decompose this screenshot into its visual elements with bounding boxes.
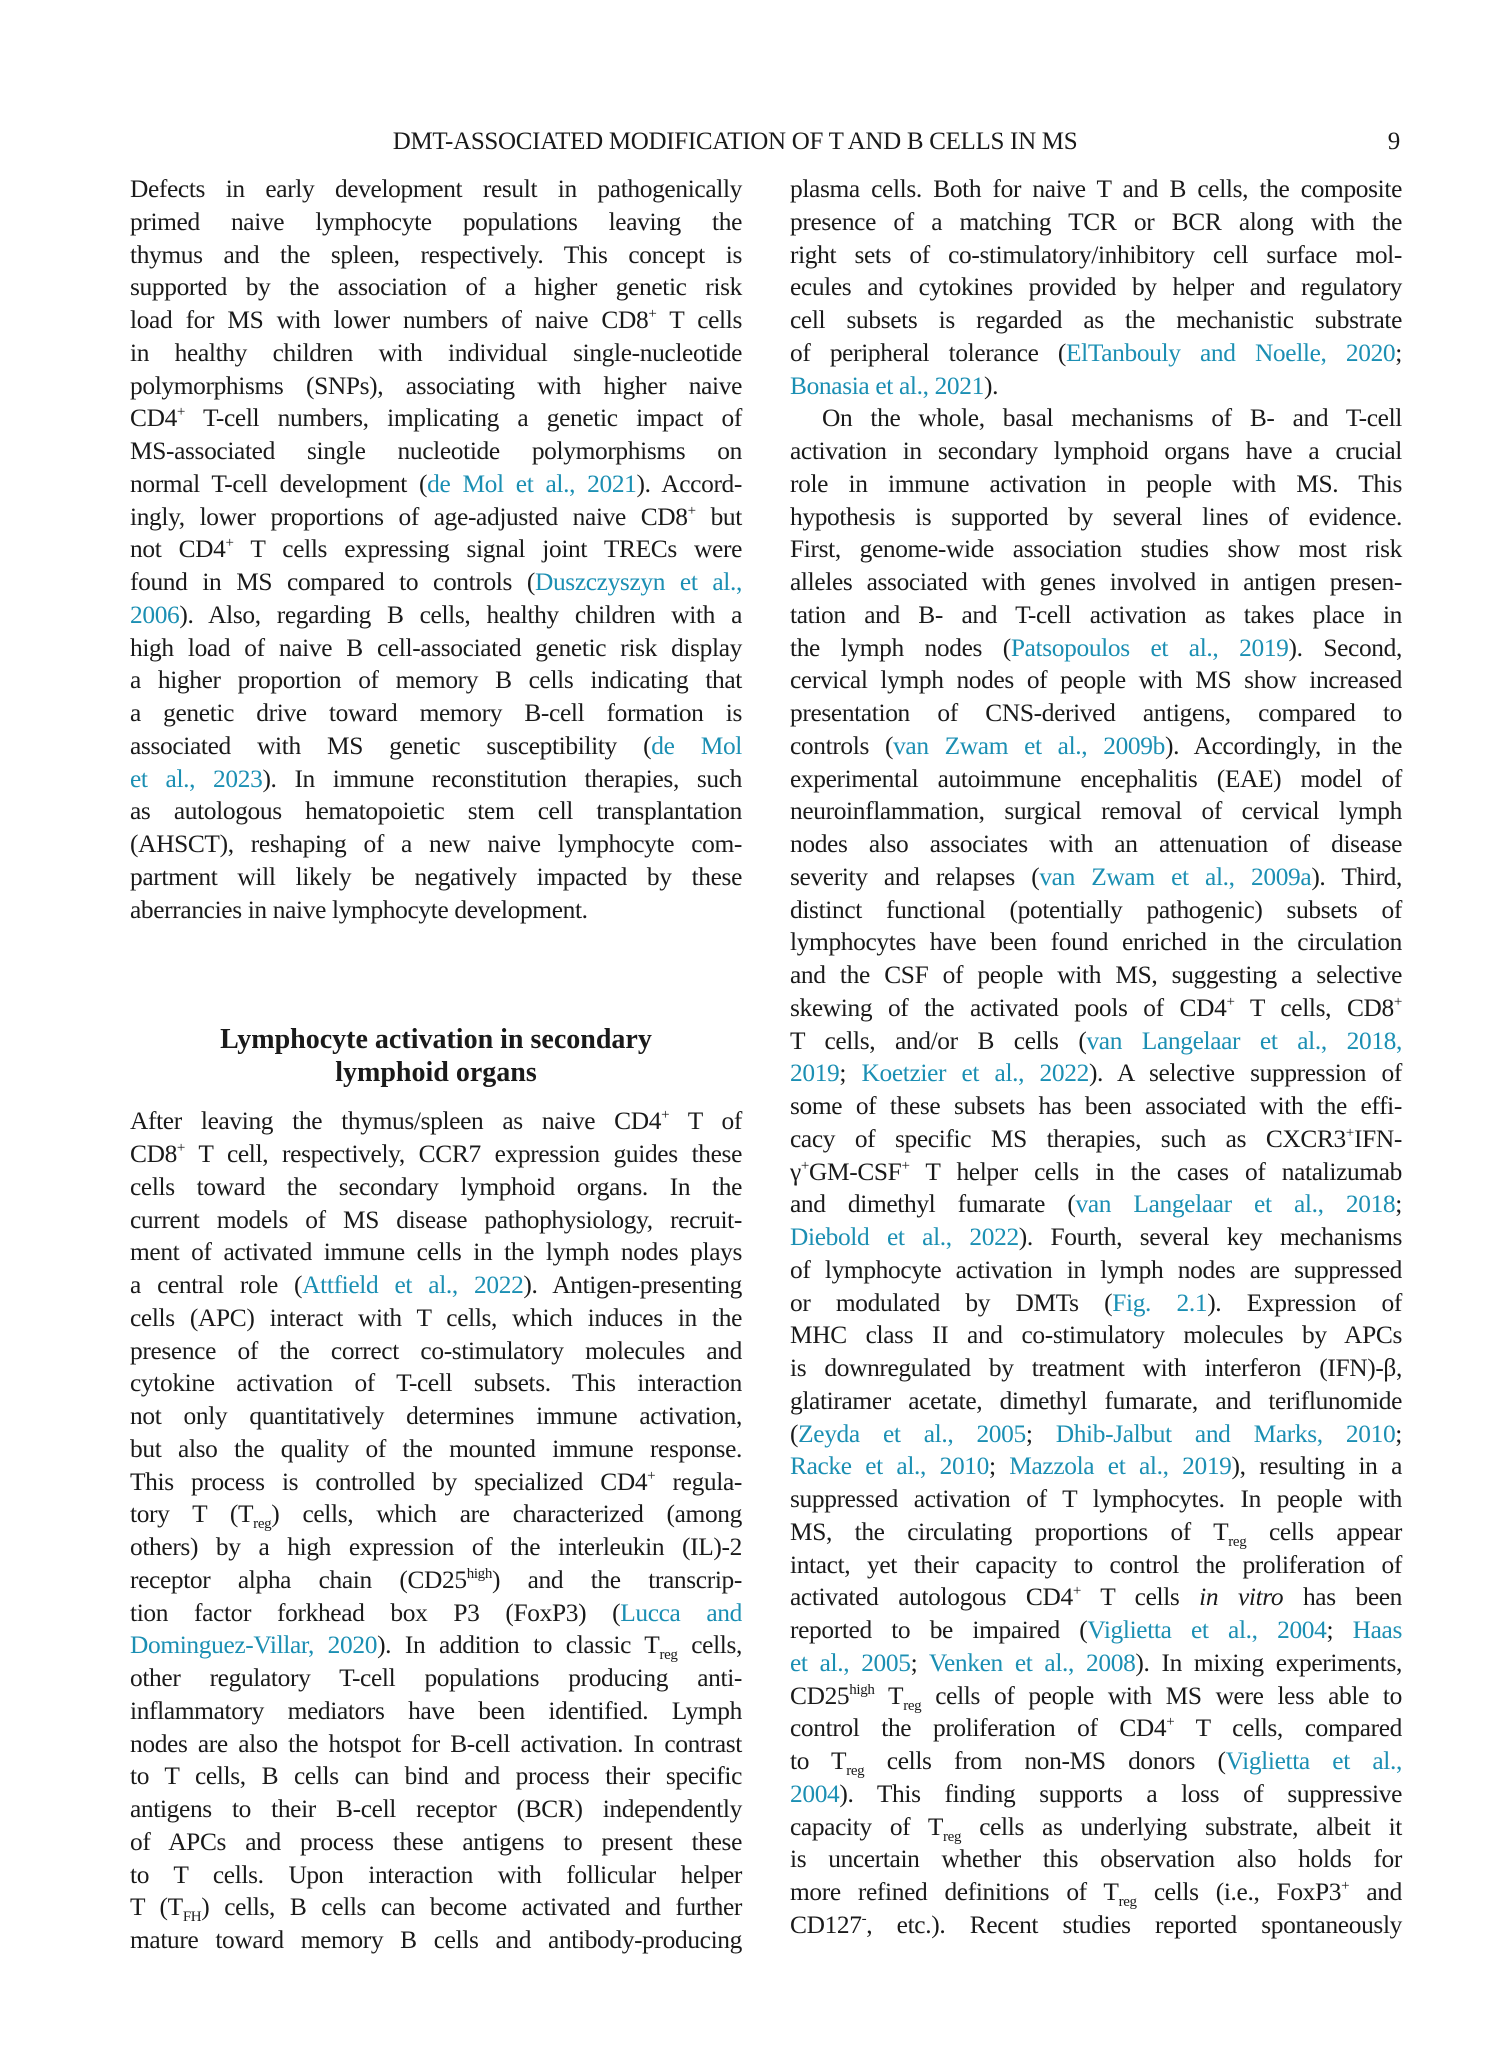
text-line: not CD4+ T cells expressing signal joint TRECs were [130, 535, 742, 564]
heading-line: Lymphocyte activation in secondary [220, 1024, 652, 1056]
text-line: MHC class II and co-stimulatory molecules by APCs [790, 1321, 1402, 1350]
text-line: ingly, lower proportions of age-adjusted naive CD8+ but [130, 502, 742, 531]
text-line: (AHSCT), reshaping of a new naive lymphocyte com- [130, 830, 742, 858]
text-line: tion factor forkhead box P3 (FoxP3) (Lucca and [130, 1598, 742, 1627]
citation-link[interactable]: Dominguez-Villar, 2020 [130, 1631, 378, 1660]
text-line: partment will likely be negatively impacted by these [130, 862, 742, 891]
text-line: is downregulated by treatment with interferon (IFN)-β, [790, 1354, 1402, 1382]
text-line: Bonasia et al., 2021). [790, 371, 999, 400]
citation-link[interactable]: Viglietta et al., [1225, 1747, 1402, 1775]
running-header [130, 128, 1400, 162]
text-line: tory T $(T_{reg})$ cells, which are characterized (among [130, 1500, 742, 1533]
paragraph-naive-development [130, 173, 742, 926]
citation-link[interactable]: 2004 [790, 1779, 840, 1808]
text-line: alleles associated with genes involved in antigen presen- [790, 568, 1402, 596]
citation-link[interactable]: de Mol et al., 2021 [427, 469, 637, 498]
text-line: in healthy children with individual single-nucleotide [130, 338, 742, 367]
text-line: After leaving the thymus/spleen as naive CD4+ T of [130, 1107, 742, 1136]
text-line: CD8+ T cell, respectively, CCR7 expression guides these [130, 1140, 742, 1168]
citation-link[interactable]: Attfield et al., 2022 [302, 1271, 524, 1299]
text-line: the lymph nodes (Patsopoulos et al., 2019). Second, [790, 633, 1402, 662]
text-line: receptor alpha chain $(CD25^{high})$ and the transcrip- [130, 1565, 742, 1594]
text-line: lymphocytes have been found enriched in the circulation [790, 928, 1402, 957]
text-line: presence of a matching TCR or BCR along with the [790, 207, 1402, 236]
text-line: On the whole, basal mechanisms of B- and T-cell [822, 404, 1402, 433]
citation-link[interactable]: Zeyda et al., 2005 [798, 1419, 1026, 1448]
text-line: et al., 2005; Venken et al., 2008). In mixing experiments, [790, 1648, 1402, 1677]
paragraph-secondary-lymphoid [790, 402, 1402, 1941]
text-line: T cells, and/or B cells (van Langelaar et al., 2018, [790, 1026, 1403, 1055]
text-line: ecules and cytokines provided by helper and regulatory [790, 273, 1402, 302]
text-line: control the proliferation of CD4+ T cells, compared [790, 1714, 1403, 1743]
citation-link[interactable]: et al., 2023 [130, 764, 263, 793]
text-line: is uncertain whether this observation also holds for [790, 1845, 1402, 1874]
text-line: inflammatory mediators have been identified. Lymph [130, 1696, 742, 1725]
text-line: 2019; Koetzier et al., 2022). A selective suppression of [790, 1059, 1402, 1088]
text-line: MS, the circulating proportions of $T_{reg}$ cells appear [790, 1517, 1402, 1550]
text-line: of lymphocyte activation in lymph nodes are suppressed [790, 1255, 1402, 1284]
text-line: neuroinflammation, surgical removal of cervical lymph [790, 797, 1402, 826]
citation-link[interactable]: van Langelaar et al., 2018, [1086, 1026, 1403, 1055]
citation-link[interactable]: Mazzola et al., 2019 [1009, 1452, 1232, 1481]
text-line: high load of naive B cell-associated genetic risk display [130, 633, 742, 662]
citation-link[interactable]: Diebold et al., 2022 [790, 1223, 1019, 1251]
citation-link[interactable]: Racke et al., 2010 [790, 1452, 989, 1481]
citation-link[interactable]: Bonasia et al., 2021 [790, 371, 984, 400]
text-line: CD127-, etc.). Recent studies reported spontaneously [790, 1910, 1402, 1939]
section-spacer [130, 926, 742, 1023]
citation-link[interactable]: van Langelaar et al., 2018 [1075, 1190, 1396, 1219]
citation-link[interactable]: 2006 [130, 600, 180, 629]
text-line: of APCs and process these antigens to present these [130, 1827, 742, 1856]
text-line: to T cells, B cells can bind and process their specific [130, 1762, 742, 1791]
citation-link[interactable]: Patsopoulos et al., 2019 [1010, 633, 1289, 662]
citation-link[interactable]: de Mol [651, 731, 742, 760]
text-line: 2006). Also, regarding B cells, healthy children with a [130, 600, 742, 629]
text-line: some of these subsets has been associated with the effi- [790, 1092, 1402, 1120]
text-line: cacy of specific MS therapies, such as CXCR3+IFN- [790, 1124, 1402, 1153]
citation-link[interactable]: Lucca and [620, 1598, 742, 1627]
text-line: of peripheral tolerance (ElTanbouly and Noelle, 2020; [790, 338, 1402, 367]
text-line: skewing of the activated pools of CD4+ T cells, CD8+ [790, 993, 1402, 1022]
text-line: plasma cells. Both for naive T and B cells, the composite [790, 175, 1402, 203]
running-title: DMT-ASSOCIATED MODIFICATION OF T AND B CELLS IN MS [392, 128, 1078, 155]
text-line: role in immune activation in people with MS. This [790, 469, 1402, 498]
text-line: found in MS compared to controls (Duszczyszyn et al., [130, 568, 742, 596]
citation-link[interactable]: Venken et al., 2008 [928, 1648, 1136, 1677]
text-line: CD4+ T-cell numbers, implicating a genetic impact of [130, 404, 742, 433]
text-line: or modulated by DMTs (Fig. 2.1). Expression of [790, 1288, 1402, 1317]
text-line: but also the quality of the mounted immune response. [130, 1434, 742, 1463]
text-line: reported to be impaired (Viglietta et al., 2004; Haas [790, 1616, 1402, 1644]
text-line: glatiramer acetate, dimethyl fumarate, and teriflunomide [790, 1386, 1402, 1415]
text-line: intact, yet their capacity to control the proliferation of [790, 1550, 1402, 1579]
page-number: 9 [1387, 128, 1400, 155]
paragraph-peripheral-tolerance [790, 173, 1402, 402]
text-line: distinct functional (potentially pathogenic) subsets of [790, 895, 1402, 924]
text-line: activated autologous CD4+ T cells in vitro has been [790, 1583, 1403, 1612]
citation-link[interactable]: ElTanbouly and Noelle, 2020 [1065, 338, 1396, 367]
text-line: presence of the correct co-stimulatory molecules and [130, 1336, 742, 1365]
text-line: aberrancies in naive lymphocyte development. [130, 895, 588, 924]
text-line: First, genome-wide association studies show most risk [790, 535, 1402, 564]
text-line: supported by the association of a higher genetic risk [130, 273, 742, 302]
text-line: Racke et al., 2010; Mazzola et al., 2019), resulting in a [790, 1452, 1402, 1481]
text-line: current models of MS disease pathophysiology, recruit- [130, 1205, 742, 1234]
citation-link[interactable]: Viglietta et al., 2004 [1087, 1616, 1327, 1644]
citation-link[interactable]: Koetzier et al., 2022 [861, 1059, 1089, 1088]
citation-link[interactable]: et al., 2005 [790, 1648, 911, 1677]
figure-link[interactable]: Fig. 2.1 [1112, 1288, 1208, 1317]
text-line: to T cells. Upon interaction with follicular helper [130, 1860, 742, 1889]
text-line: others) by a high expression of the interleukin (IL)-2 [130, 1533, 742, 1561]
text-line: $CD25^{high}$ $T_{reg}$ cells of people with MS were less able to [790, 1681, 1402, 1714]
text-line: and the CSF of people with MS, suggesting a selective [790, 961, 1402, 989]
text-line: severity and relapses (van Zwam et al., 2009a). Third, [790, 862, 1402, 891]
citation-link[interactable]: van Zwam et al., 2009a [1039, 862, 1312, 891]
text-line: more refined definitions of $T_{reg}$ cells (i.e., FoxP3+ and [790, 1878, 1402, 1910]
text-line: presentation of CNS-derived antigens, compared to [790, 699, 1402, 727]
left-column [130, 173, 742, 1957]
heading-spacer [130, 1089, 742, 1105]
text-line: Diebold et al., 2022). Fourth, several key mechanisms [790, 1223, 1403, 1251]
right-column [790, 173, 1402, 1942]
text-line: and dimethyl fumarate (van Langelaar et al., 2018; [790, 1190, 1402, 1219]
text-line: tation and B- and T-cell activation as takes place in [790, 600, 1402, 629]
text-line: nodes are also the hotspot for B-cell activation. In contrast [130, 1729, 742, 1758]
text-line: primed naive lymphocyte populations leaving the [130, 207, 742, 236]
section-heading [130, 1023, 742, 1089]
text-line: nodes also associates with an attenuation of disease [790, 830, 1402, 858]
text-line: hypothesis is supported by several lines of evidence. [790, 502, 1402, 531]
text-line: cells (APC) interact with T cells, which induces in the [130, 1303, 742, 1332]
text-line: antigens to their B-cell receptor (BCR) independently [130, 1795, 742, 1823]
text-line: Defects in early development result in pathogenically [130, 175, 742, 203]
text-line: polymorphisms (SNPs), associating with higher naive [130, 371, 742, 400]
citation-link[interactable]: Duszczyszyn et al., [534, 568, 742, 596]
text-line: 2004). This finding supports a loss of suppressive [790, 1779, 1402, 1808]
text-line: γ+GM-CSF+ T helper cells in the cases of natalizumab [790, 1157, 1402, 1186]
text-line: controls (van Zwam et al., 2009b). Accordingly, in the [790, 731, 1402, 760]
text-line: as autologous hematopoietic stem cell transplantation [130, 797, 742, 826]
text-line: et al., 2023). In immune reconstitution therapies, such [130, 764, 742, 793]
text-line: thymus and the spleen, respectively. This concept is [130, 240, 742, 269]
citation-link[interactable]: Dhib-Jalbut and Marks, 2010 [1055, 1419, 1396, 1448]
text-line: ment of activated immune cells in the lymph nodes plays [130, 1238, 742, 1267]
heading-line: lymphoid organs [335, 1057, 537, 1089]
text-line: load for MS with lower numbers of naive CD8+ T cells [130, 306, 742, 334]
text-line: cell subsets is regarded as the mechanistic substrate [790, 306, 1402, 334]
text-line: right sets of co-stimulatory/inhibitory cell surface mol- [790, 240, 1402, 269]
text-line: capacity of $T_{reg}$ cells as underlying substrate, albeit it [790, 1812, 1402, 1845]
text-line: not only quantitatively determines immune activation, [130, 1402, 742, 1430]
text-line: cervical lymph nodes of people with MS show increased [790, 666, 1402, 695]
text-line: suppressed activation of T lymphocytes. In people with [790, 1485, 1402, 1513]
text-line: T $(T_{FH})$ cells, B cells can become activated and further [130, 1893, 743, 1926]
text-line: other regulatory T-cell populations producing anti- [130, 1664, 742, 1692]
text-line: experimental autoimmune encephalitis (EAE) model of [790, 764, 1402, 793]
text-line: associated with MS genetic susceptibility (de Mol [130, 731, 742, 760]
text-line: normal T-cell development (de Mol et al., 2021). Accord- [130, 469, 743, 498]
citation-link[interactable]: 2019 [790, 1059, 840, 1088]
paragraph-lymphocyte-activation [130, 1105, 742, 1957]
text-line: cytokine activation of T-cell subsets. This interaction [130, 1369, 742, 1398]
text-line: to $T_{reg}$ cells from non-MS donors (Viglietta et al., [790, 1747, 1402, 1779]
text-line: (Zeyda et al., 2005; Dhib-Jalbut and Marks, 2010; [790, 1419, 1403, 1448]
text-line: MS-associated single nucleotide polymorphisms on [130, 437, 742, 465]
text-line: activation in secondary lymphoid organs have a crucial [790, 437, 1402, 465]
citation-link[interactable]: van Zwam et al., 2009b [893, 731, 1165, 760]
text-line: Dominguez-Villar, 2020). In addition to classic $T_{reg}$ cells, [130, 1631, 743, 1664]
text-line: a higher proportion of memory B cells indicating that [130, 666, 742, 695]
text-line: mature toward memory B cells and antibody-producing [130, 1926, 742, 1954]
text-line: a central role (Attfield et al., 2022). Antigen-presenting [130, 1271, 742, 1299]
text-line: a genetic drive toward memory B-cell formation is [130, 699, 742, 727]
text-line: This process is controlled by specialized CD4+ regula- [130, 1467, 742, 1496]
text-line: cells toward the secondary lymphoid organs. In the [130, 1172, 742, 1201]
citation-link[interactable]: Haas [1352, 1616, 1402, 1644]
